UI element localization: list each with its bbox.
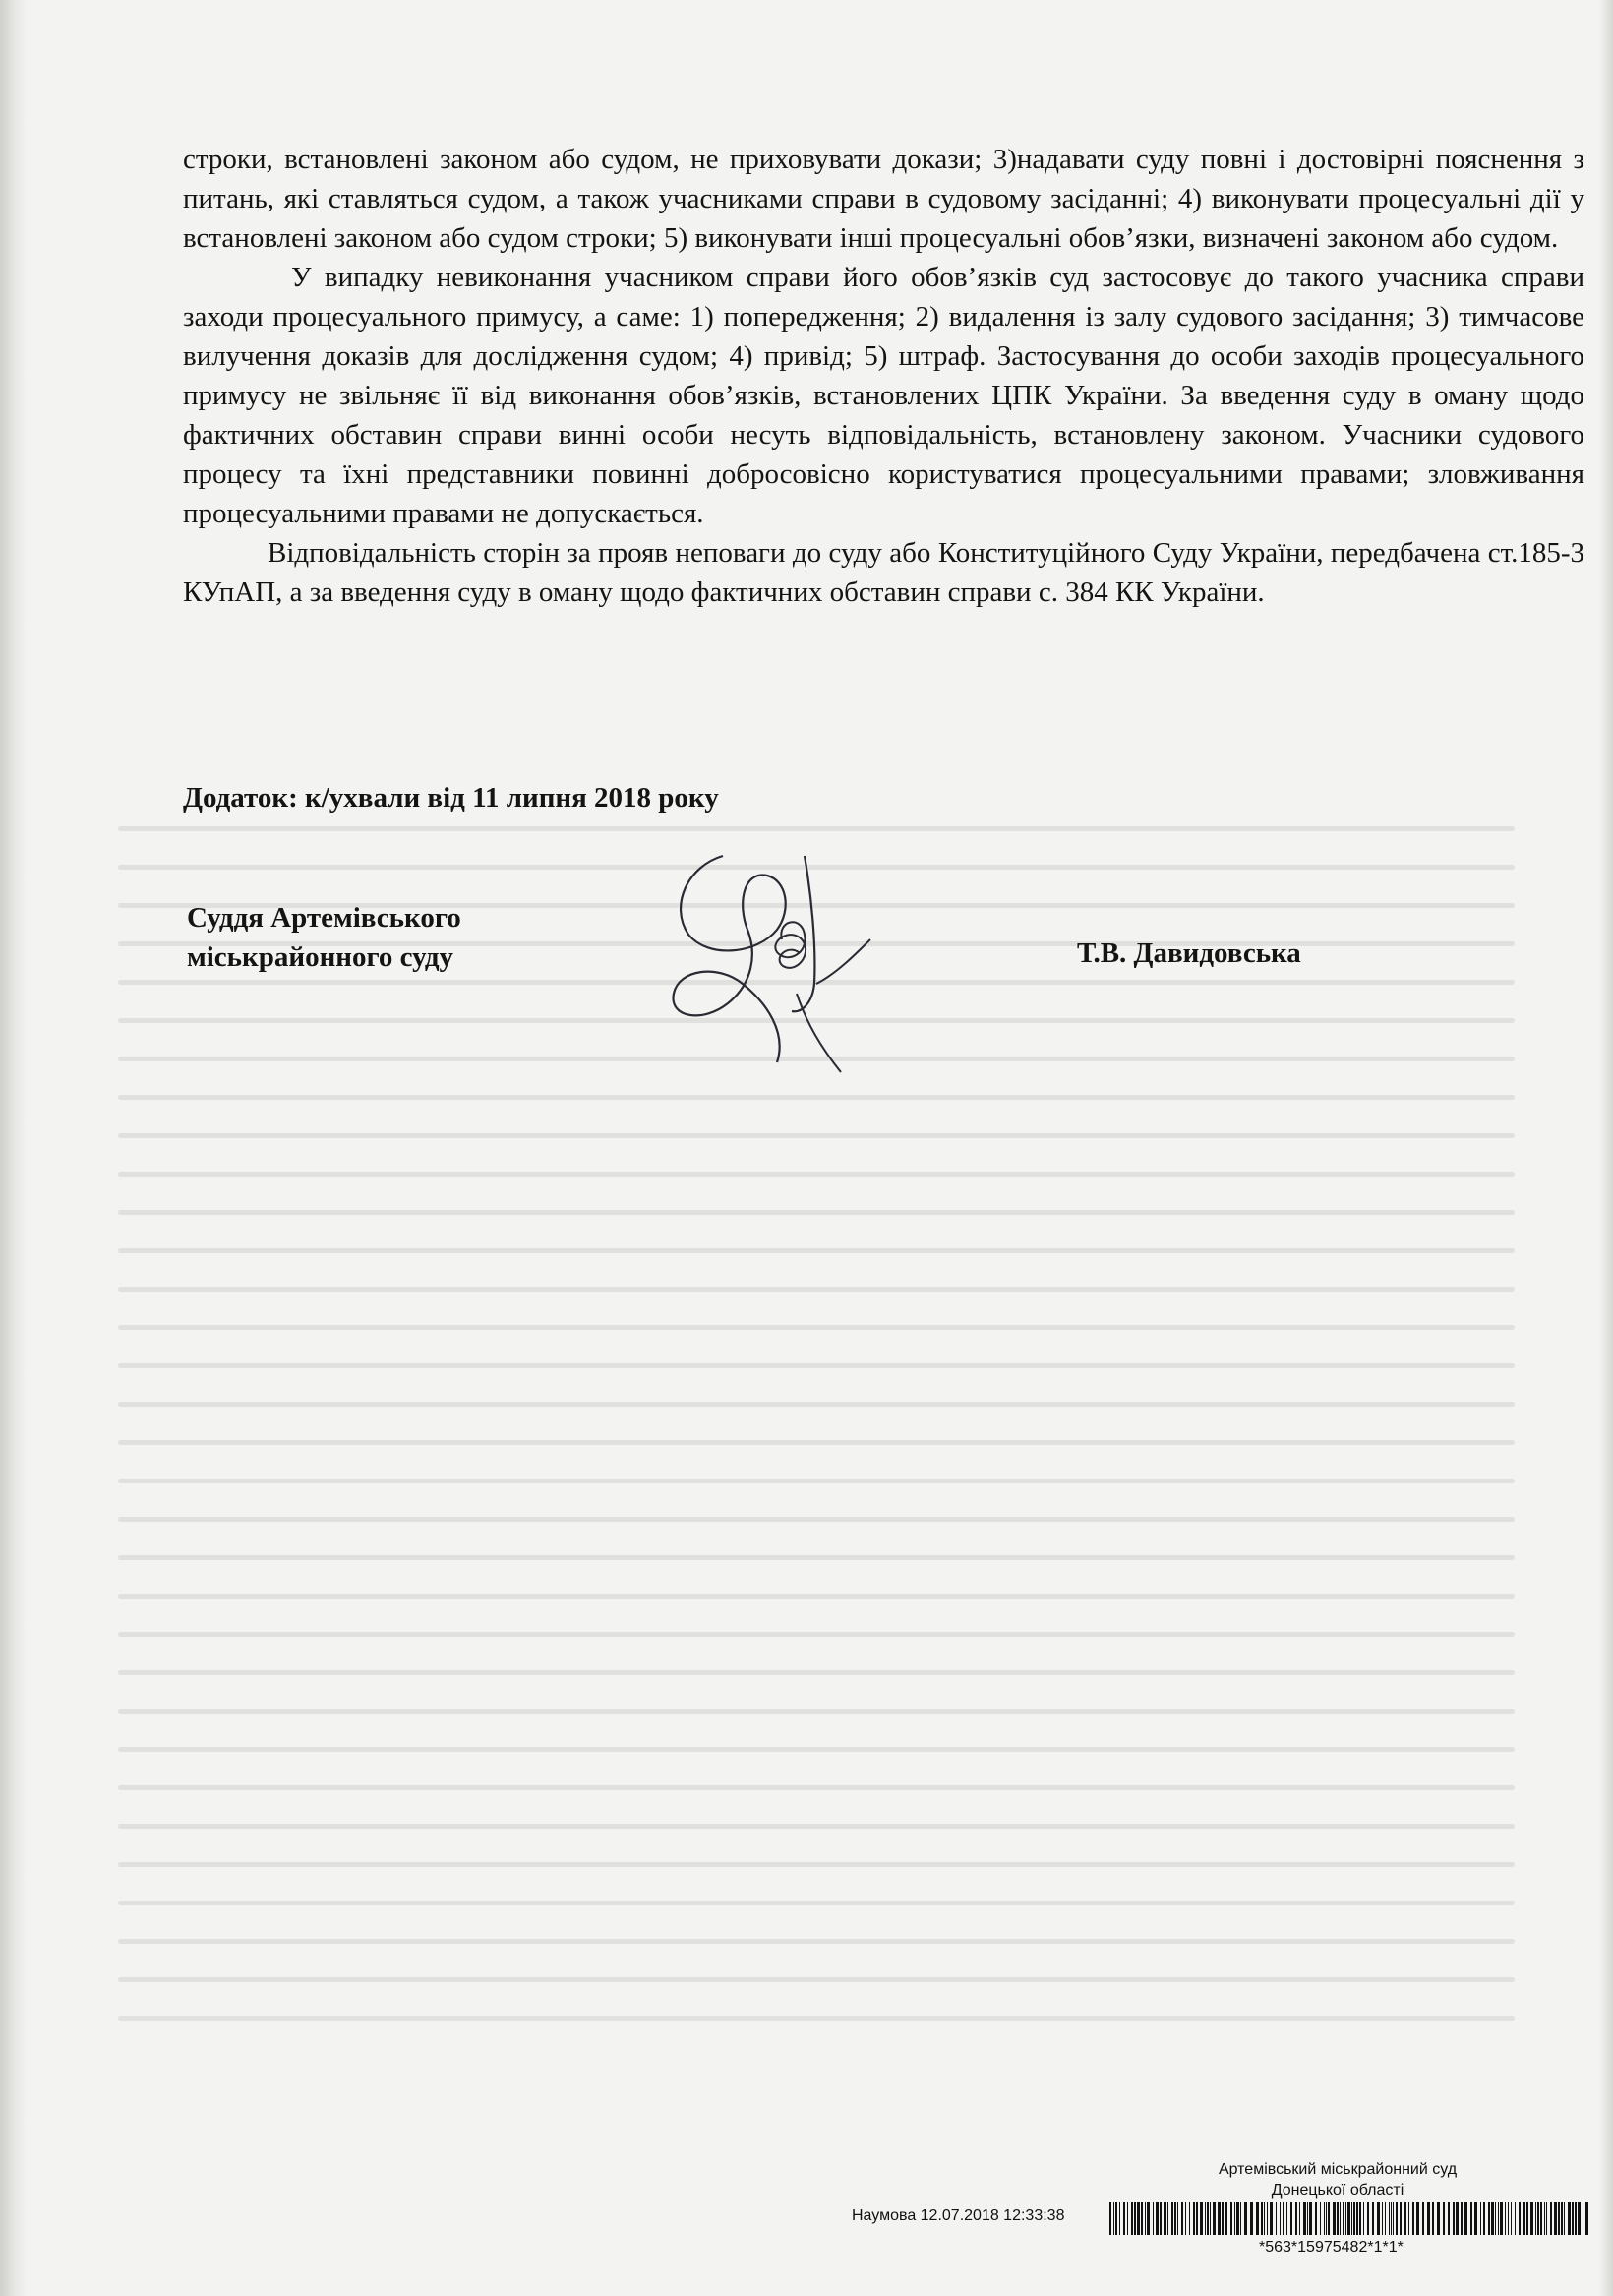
barcode-bar — [1515, 2202, 1516, 2235]
barcode-bar — [1218, 2202, 1221, 2235]
paragraph-obligations: строки, встановлені законом або судом, не приховувати докази; 3)надавати суду повні і достовірні пояснення з питань, які ставляться судом, а також учасниками справи в судовому засіданні; 4) виконувати процесуальні дії у встановлені законом або судом строки; 5) виконувати інші процесуальні обов’язки, визначені законом або судом. — [183, 144, 1584, 254]
barcode-bar — [1230, 2202, 1232, 2235]
barcode-bar — [1396, 2202, 1398, 2235]
clerk-stamp: Наумова 12.07.2018 12:33:38 — [852, 2207, 1065, 2224]
barcode-bar — [1530, 2202, 1533, 2235]
barcode-bar — [1127, 2202, 1128, 2235]
barcode-bar — [1123, 2202, 1125, 2235]
barcode-bar — [1356, 2202, 1358, 2235]
barcode-bar — [1337, 2202, 1339, 2235]
barcode-bar — [1167, 2202, 1168, 2235]
barcode-bar — [1427, 2202, 1430, 2235]
barcode-bar — [1422, 2202, 1424, 2235]
barcode-bar — [1575, 2202, 1577, 2235]
barcode-bar — [1443, 2202, 1445, 2235]
court-stamp-line1: Артемівський міськрайонний суд — [1218, 2161, 1458, 2178]
judge-signature — [629, 836, 944, 1092]
barcode-bar — [1448, 2202, 1450, 2235]
document-body — [183, 140, 1584, 612]
barcode-bar — [1200, 2202, 1203, 2235]
barcode-bar — [1240, 2202, 1241, 2235]
barcode-bar — [1351, 2202, 1352, 2235]
barcode-bar — [1382, 2202, 1383, 2235]
barcode-bar — [1244, 2202, 1247, 2235]
barcode-bar — [1189, 2202, 1190, 2235]
document-barcode — [1109, 2202, 1591, 2235]
barcode-bar — [1495, 2202, 1496, 2235]
barcode-bar — [1408, 2202, 1409, 2235]
barcode-bar — [1508, 2202, 1509, 2235]
barcode-bar — [1480, 2202, 1481, 2235]
barcode-bar — [1572, 2202, 1574, 2235]
barcode-bar — [1523, 2202, 1525, 2235]
barcode-bar — [1505, 2202, 1506, 2235]
barcode-bar — [1537, 2202, 1539, 2235]
barcode-bar — [1519, 2202, 1521, 2235]
barcode-bar — [1416, 2202, 1419, 2235]
barcode-bar — [1250, 2202, 1253, 2235]
barcode-bar — [1564, 2202, 1565, 2235]
barcode-bar — [1174, 2202, 1176, 2235]
barcode-bar — [1113, 2202, 1114, 2235]
barcode-bar — [1267, 2202, 1268, 2235]
barcode-bar — [1554, 2202, 1557, 2235]
judge-name: Т.В. Давидовська — [1077, 937, 1301, 969]
barcode-bar — [1491, 2202, 1494, 2235]
barcode-bar — [1236, 2202, 1239, 2235]
barcode-bar — [1561, 2202, 1563, 2235]
barcode-bar — [1488, 2202, 1490, 2235]
barcode-bar — [1213, 2202, 1216, 2235]
barcode-bar — [1372, 2202, 1374, 2235]
attachment-note: Додаток: к/ухвали від 11 липня 2018 року — [183, 782, 719, 814]
barcode-bar — [1309, 2202, 1312, 2235]
scan-right-edge — [1599, 0, 1613, 2296]
barcode-bar — [1400, 2202, 1402, 2235]
barcode-bar — [1326, 2202, 1327, 2235]
barcode-bar — [1453, 2202, 1455, 2235]
barcode-bar — [1303, 2202, 1306, 2235]
barcode-bar — [1185, 2202, 1186, 2235]
barcode-bar — [1280, 2202, 1281, 2235]
barcode-bar — [1193, 2202, 1195, 2235]
barcode-bar — [1222, 2202, 1224, 2235]
barcode-bar — [1333, 2202, 1336, 2235]
paragraph-coercion: У випадку невиконання учасником справи його обов’язків суд застосовує до такого учасника справи заходи процесуального примусу, а саме: 1) попередження; 2) видалення із залу судового засідання; 3) тимчасове вилучення доказів для дослідження судом; 4) привід; 5) штраф. Застосування до особи заходів процесуального примусу не звільняє її від виконання обов’язків, встановлених ЦПК України. За введення суду в оману щодо фактичних обставин справи винні особи несуть відповідальність, встановлену законом. Учасники судового процесу та їхні представники повинні добросовісно користуватися процесуальними правами; зловживання процесуальними правами не допускається. — [183, 262, 1584, 529]
barcode-bar — [1393, 2202, 1394, 2235]
barcode-bar — [1432, 2202, 1434, 2235]
barcode-bar — [1377, 2202, 1380, 2235]
barcode-bar — [1546, 2202, 1547, 2235]
barcode-bar — [1500, 2202, 1503, 2235]
barcode-bar — [1328, 2202, 1330, 2235]
barcode-bar — [1389, 2202, 1390, 2235]
barcode-bar — [1404, 2202, 1406, 2235]
barcode-bar — [1261, 2202, 1263, 2235]
barcode-bar — [1498, 2202, 1499, 2235]
barcode-bar — [1412, 2202, 1414, 2235]
barcode-bar — [1264, 2202, 1265, 2235]
barcode-number: *563*15975482*1*1* — [1259, 2239, 1404, 2256]
barcode-bar — [1286, 2202, 1287, 2235]
barcode-bar — [1340, 2202, 1341, 2235]
barcode-bar — [1461, 2202, 1463, 2235]
barcode-bar — [1160, 2202, 1162, 2235]
barcode-bar — [1550, 2202, 1552, 2235]
barcode-bar — [1363, 2202, 1364, 2235]
barcode-bar — [1205, 2202, 1206, 2235]
barcode-bar — [1109, 2202, 1111, 2235]
barcode-bar — [1307, 2202, 1308, 2235]
barcode-bar — [1320, 2202, 1321, 2235]
barcode-bar — [1141, 2202, 1143, 2235]
barcode-bar — [1153, 2202, 1154, 2235]
judge-title — [187, 898, 461, 977]
barcode-bar — [1535, 2202, 1536, 2235]
barcode-bar — [1544, 2202, 1545, 2235]
judge-title-line1: Суддя Артемівського — [187, 902, 461, 934]
barcode-bar — [1568, 2202, 1571, 2235]
barcode-bar — [1196, 2202, 1198, 2235]
barcode-bar — [1578, 2202, 1581, 2235]
barcode-bar — [1164, 2202, 1166, 2235]
barcode-bar — [1464, 2202, 1467, 2235]
barcode-bar — [1437, 2202, 1440, 2235]
barcode-bar — [1270, 2202, 1273, 2235]
barcode-bar — [1391, 2202, 1392, 2235]
judge-title-line2: міськрайонного суду — [187, 941, 454, 973]
barcode-bar — [1343, 2202, 1344, 2235]
barcode-bar — [1171, 2202, 1173, 2235]
scan-left-edge — [0, 0, 28, 2296]
barcode-bar — [1156, 2202, 1159, 2235]
barcode-bar — [1558, 2202, 1560, 2235]
barcode-bar — [1347, 2202, 1350, 2235]
court-stamp — [1161, 2159, 1515, 2201]
barcode-bar — [1181, 2202, 1183, 2235]
barcode-bar — [1283, 2202, 1284, 2235]
barcode-bar — [1585, 2202, 1588, 2235]
barcode-bar — [1359, 2202, 1361, 2235]
barcode-bar — [1540, 2202, 1542, 2235]
barcode-bar — [1367, 2202, 1369, 2235]
barcode-bar — [1131, 2202, 1133, 2235]
barcode-bar — [1456, 2202, 1459, 2235]
barcode-bar — [1526, 2202, 1528, 2235]
barcode-bar — [1385, 2202, 1386, 2235]
barcode-bar — [1145, 2202, 1146, 2235]
barcode-bar — [1353, 2202, 1355, 2235]
barcode-bar — [1225, 2202, 1227, 2235]
barcode-bar — [1345, 2202, 1346, 2235]
barcode-bar — [1483, 2202, 1485, 2235]
barcode-bar — [1234, 2202, 1235, 2235]
barcode-bar — [1119, 2202, 1120, 2235]
barcode-bar — [1276, 2202, 1277, 2235]
barcode-bar — [1115, 2202, 1117, 2235]
barcode-bar — [1299, 2202, 1300, 2235]
barcode-bar — [1474, 2202, 1477, 2235]
barcode-bar — [1137, 2202, 1140, 2235]
barcode-bar — [1134, 2202, 1136, 2235]
barcode-bar — [1210, 2202, 1211, 2235]
barcode-bar — [1511, 2202, 1512, 2235]
barcode-bar — [1207, 2202, 1209, 2235]
barcode-bar — [1256, 2202, 1259, 2235]
barcode-bar — [1290, 2202, 1292, 2235]
barcode-bar — [1295, 2202, 1297, 2235]
paragraph-responsibility: Відповідальність сторін за прояв неповаги до суду або Конституційного Суду України, передбачена ст.185-3 КУпАП, а за введення суду в оману щодо фактичних обставин справи с. 384 КК України. — [183, 537, 1584, 608]
barcode-bar — [1470, 2202, 1472, 2235]
barcode-bar — [1315, 2202, 1317, 2235]
court-stamp-line2: Донецької області — [1271, 2182, 1404, 2199]
barcode-bar — [1147, 2202, 1150, 2235]
barcode-bar — [1177, 2202, 1178, 2235]
barcode-bar — [1324, 2202, 1325, 2235]
